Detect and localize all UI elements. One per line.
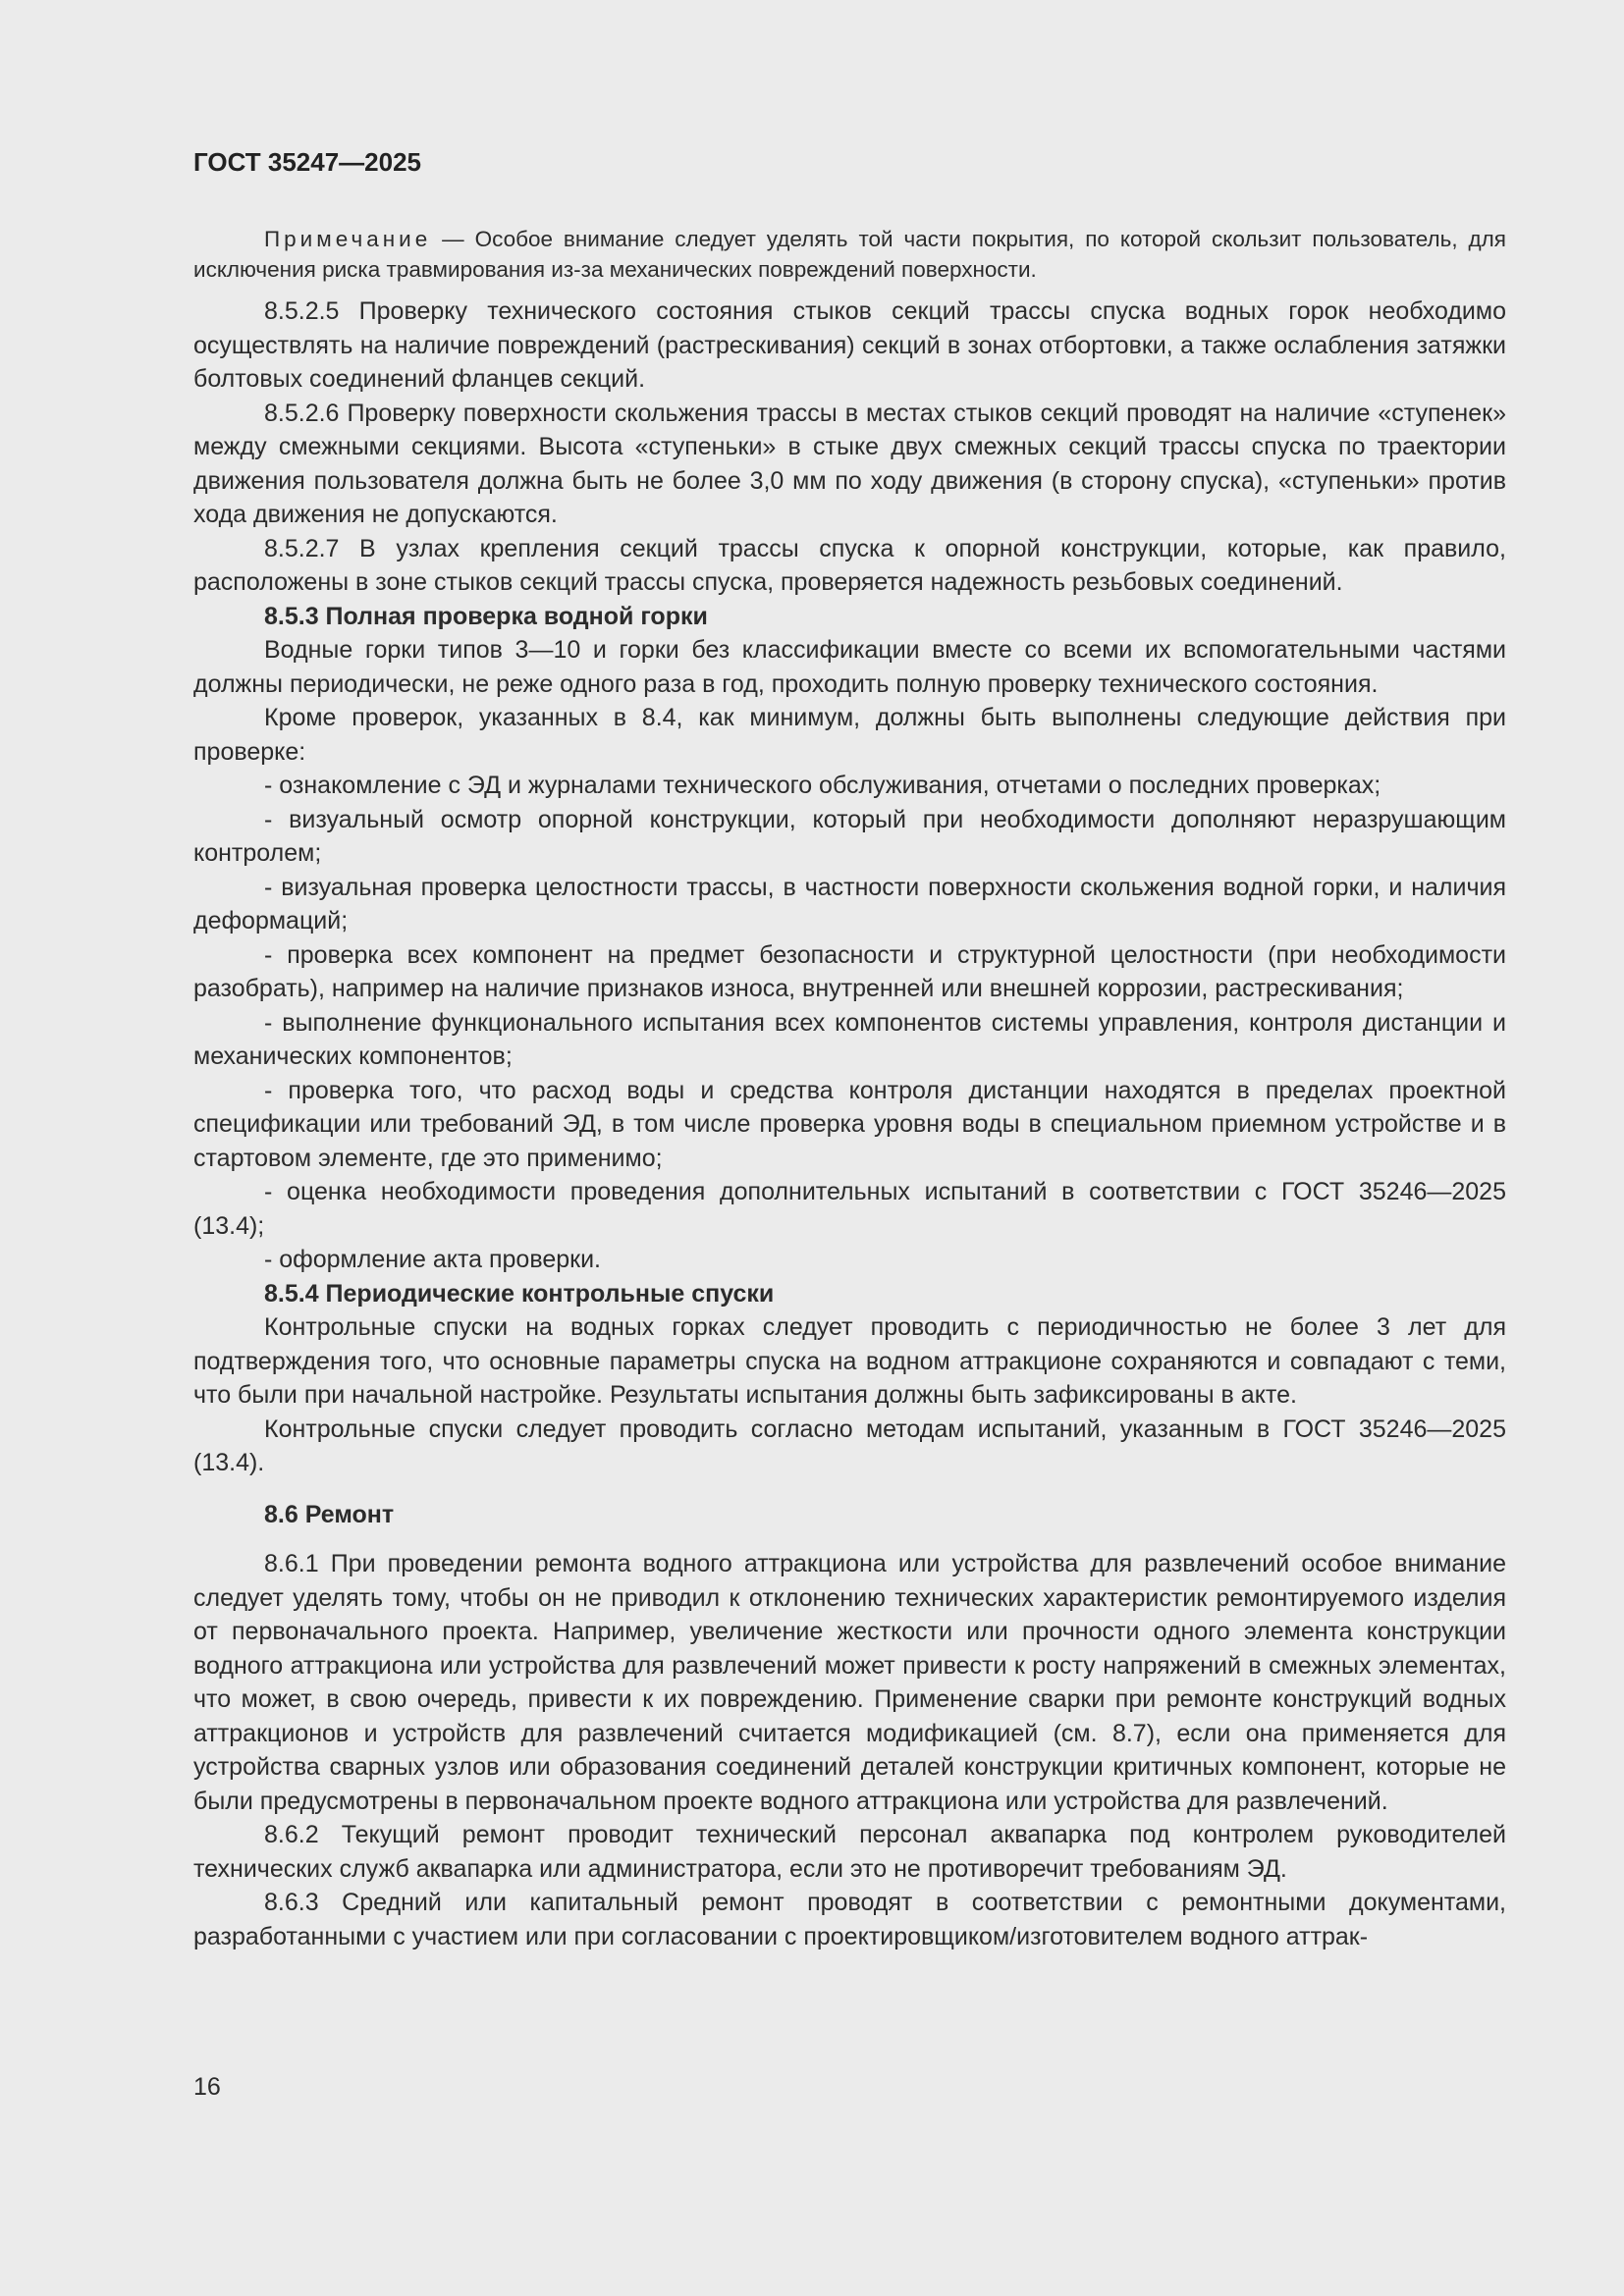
note-paragraph (193, 224, 1506, 285)
paragraph-8-5-2-7: 8.5.2.7 В узлах крепления секций трассы спуска к опорной конструкции, которые, как правило, расположены в зоне стыков секций трассы спуска, проверяется надежность резьбовых соединений. (193, 534, 1506, 596)
list-item: - проверка всех компонент на предмет безопасности и структурной целостности (при необходимости разобрать), например на наличие признаков износа, внутренней или внешней коррозии, растрескивания; (193, 940, 1506, 1002)
paragraph-8-5-2-5: 8.5.2.5 Проверку технического состояния стыков секций трассы спуска водных горок необходимо осуществлять на наличие повреждений (растрескивания) секций в зонах отбортовки, а также ослабления затяжки болтовых соединений фланцев секций. (193, 297, 1506, 393)
heading-8-5-4: 8.5.4 Периодические контрольные спуски (264, 1279, 775, 1308)
paragraph-8-5-3-intro: Водные горки типов 3—10 и горки без классификации вместе со всеми их вспомогательными частями должны периодически, не реже одного раза в год, проходить полную проверку технического состояния. (193, 636, 1506, 698)
paragraph-8-6-3: 8.6.3 Средний или капитальный ремонт проводят в соответствии с ремонтными документами, разработанными с участием или при согласовании с проектировщиком/изготовителем водного аттрак- (193, 1889, 1506, 1950)
list-item: - визуальный осмотр опорной конструкции, который при необходимости дополняют неразрушающим контролем; (193, 805, 1506, 867)
list-item: - визуальная проверка целостности трассы, в частности поверхности скольжения водной горки, и наличия деформаций; (193, 873, 1506, 934)
document-standard-id: ГОСТ 35247—2025 (193, 147, 421, 177)
paragraph-8-5-4-a: Контрольные спуски на водных горках следует проводить с периодичностью не более 3 лет для подтверждения того, что основные параметры спуска на водном аттракционе сохраняются и совпадают с теми, что были при начальной настройке. Результаты испытания должны быть зафиксированы в акте. (193, 1313, 1506, 1409)
paragraph-8-5-4-b: Контрольные спуски следует проводить согласно методам испытаний, указанным в ГОСТ 35246—2025 (13.4). (193, 1415, 1506, 1476)
paragraph-8-6-1: 8.6.1 При проведении ремонта водного аттракциона или устройства для развлечений особое внимание следует уделять тому, чтобы он не приводил к отклонению технических характеристик ремонтируемого изделия от первоначального проекта. Например, увеличение жесткости или прочности одного элемента конструкции водного аттракциона или устройства для развлечений может привести к росту напряжений в смежных элементах, что может, в свою очередь, привести к их повреждению. Применение сварки при ремонте конструкций водных аттракционов и устройств для развлечений считается модификацией (см. 8.7), если она применяется для устройства сварных узлов или образования соединений деталей конструкции критичных компонент, которые не были предусмотрены в первоначальном проекте водного аттракциона или устройства для развлечений. (193, 1550, 1506, 1815)
page-number: 16 (193, 2073, 221, 2101)
list-item: - оформление акта проверки. (264, 1246, 601, 1273)
heading-8-6: 8.6 Ремонт (264, 1500, 395, 1528)
heading-8-5-3: 8.5.3 Полная проверка водной горки (264, 602, 708, 630)
list-item: - оценка необходимости проведения дополнительных испытаний в соответствии с ГОСТ 35246—2025 (13.4); (193, 1178, 1506, 1240)
list-item: - ознакомление с ЭД и журналами технического обслуживания, отчетами о последних проверках; (264, 772, 1381, 799)
list-item: - выполнение функционального испытания всех компонентов системы управления, контроля дистанции и механических компонентов; (193, 1008, 1506, 1070)
paragraph-8-6-2: 8.6.2 Текущий ремонт проводит технический персонал аквапарка под контролем руководителей технических служб аквапарка или администратора, если это не противоречит требованиям ЭД. (193, 1821, 1506, 1883)
note-label: Примечание (264, 227, 432, 251)
paragraph-8-5-2-6: 8.5.2.6 Проверку поверхности скольжения трассы в местах стыков секций проводят на наличие «ступенек» между смежными секциями. Высота «ступеньки» в стыке двух смежных секций трассы спуска по траектории движения пользователя должна быть не более 3,0 мм по ходу движения (в сторону спуска), «ступеньки» против хода движения не допускаются. (193, 399, 1506, 528)
paragraph-8-5-3-actions: Кроме проверок, указанных в 8.4, как минимум, должны быть выполнены следующие действия при проверке: (193, 704, 1506, 766)
document-body (193, 224, 1506, 1953)
list-item: - проверка того, что расход воды и средства контроля дистанции находятся в пределах проектной спецификации или требований ЭД, в том числе проверка уровня воды в специальном приемном устройстве и в стартовом элементе, где это применимо; (193, 1076, 1506, 1172)
note-text: — Особое внимание следует уделять той части покрытия, по которой скользит пользователь, для исключения риска травмирования из-за механических повреждений поверхности. (193, 227, 1506, 282)
